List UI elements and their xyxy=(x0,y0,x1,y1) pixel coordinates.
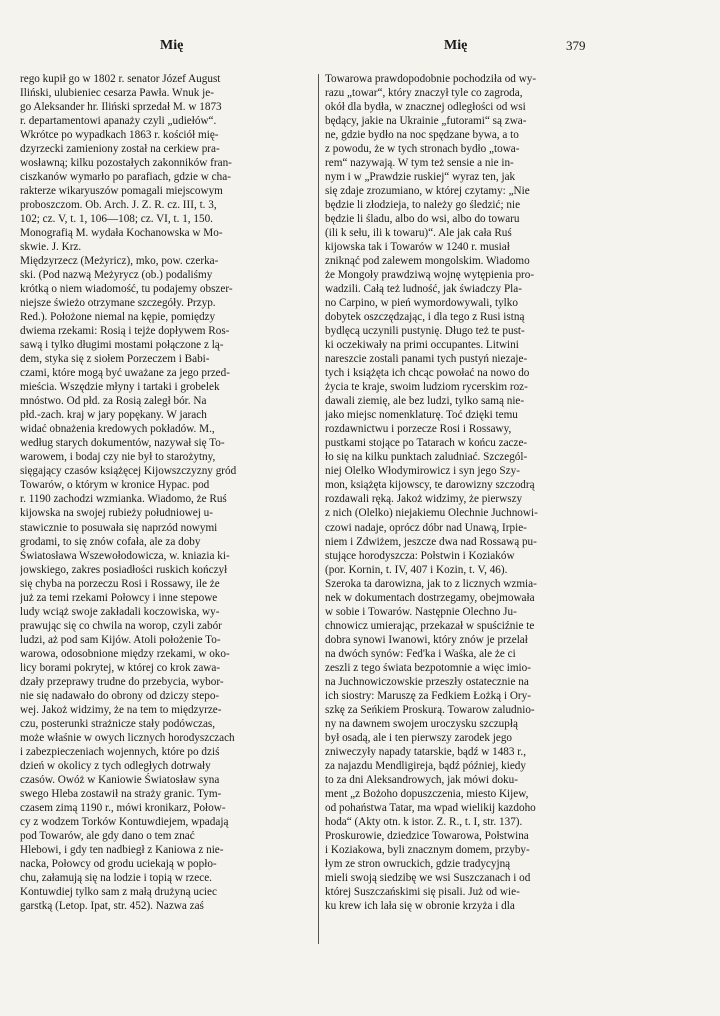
text-line: szkę za Seńkiem Proskurą. Towarow zaludnio- xyxy=(325,703,535,716)
text-line: czowi nadaje, oprócz dóbr nad Unawą, Irpie- xyxy=(325,521,527,534)
text-line: stawicznie to posuwała się naprzód nowymi xyxy=(20,521,218,534)
text-line: na dwóch synów: Fed'ka i Waśka, ale że ci xyxy=(325,647,516,660)
text-line: czami, które mogą być uważane za jego przed- xyxy=(20,367,230,380)
text-line: dobytek oszczędzając, i dla tego z Rusi istną xyxy=(325,311,525,324)
text-line: rozdawnictwu i porzecze Rosi i Rossawy, xyxy=(325,423,512,436)
text-line: wej. Jakoż widzimy, że na tem to międzyrze- xyxy=(20,703,222,716)
text-line: nie się nadawało do obrony od dziczy stepo- xyxy=(20,689,220,702)
text-line: za najazdu Mendligireja, bądź później, kiedy xyxy=(325,759,526,772)
text-line: sięgający czasów książęcej Kijowszczyzny gród xyxy=(20,465,237,478)
text-line: Międzyrzecz (Meżyricz), mko, pow. czerka- xyxy=(20,255,219,268)
text-line: ludy wciąż swoje zakładali koczowiska, wy- xyxy=(20,605,220,618)
text-line: r. 1190 zachodzi wzmianka. Wiadomo, że Ruś xyxy=(20,493,227,506)
text-line: Red.). Położone niemal na kępie, pomiędzy xyxy=(20,311,216,324)
text-line: rego kupił go w 1802 r. senator Józef August xyxy=(20,73,221,85)
text-line: nareszcie zostali panami tych pustyń niezaje- xyxy=(325,353,528,366)
text-line: Towarowa prawdopodobnie pochodziła od wy- xyxy=(325,73,537,85)
text-line: widać obnażenia kredowych pokładów. M., xyxy=(20,423,215,436)
text-line: ich siostry: Maruszę za Fedkiem Łożką i Ory- xyxy=(325,689,531,702)
text-line: dwiema rzekami: Rosią i tejże dopływem Ros- xyxy=(20,325,230,338)
text-line: ny na dawnem swojem uroczysku szczupłą xyxy=(325,717,518,730)
text-line: dzień w okolicy z tych odległych dotrwały xyxy=(20,759,211,772)
text-line: kijowska na swojej rubieży południowej u- xyxy=(20,507,213,520)
text-line: chnowicz umierając, przekazał w spuściźnie te xyxy=(325,619,535,632)
right-text-column xyxy=(325,72,621,913)
text-line: życia te kraje, swoim ludziom rycerskim roz- xyxy=(325,381,528,394)
text-line: której Suszczańskimi się pisali. Już od wie- xyxy=(325,885,520,898)
text-line: dobra synowi Iwanowi, który znów je przelał xyxy=(325,633,528,646)
text-line: Szeroka ta darowizna, jak to z licznych wzmia- xyxy=(325,577,537,590)
text-line: jako miejsc nomenklaturę. Toć dzięki temu xyxy=(325,409,518,422)
text-line: krótką o niem wiadomość, tu podajemy obszer- xyxy=(20,283,233,296)
text-line: swego Hleba zostawił na straży granic. Tym- xyxy=(20,787,222,800)
text-line: że Mongoły prawdziwą wojnę wytępienia pro- xyxy=(325,269,535,282)
text-line: pod Towarów, ale gdy dano o tem znać xyxy=(20,829,195,842)
text-line: nek w dokumentach dostrzegamy, obejmowała xyxy=(325,591,535,604)
text-line: prawując się co chwila na worop, czyli zabór xyxy=(20,619,222,632)
text-line: dzały przeprawy trudne do przebycia, wybor- xyxy=(20,675,224,688)
text-line: proboszczom. Ob. Arch. J. Z. R. cz. III, t. 3, xyxy=(20,199,217,212)
text-line: to za dni Aleksandrowych, jak mówi doku- xyxy=(325,773,518,786)
text-line: mon, książęta kijowscy, te darowizny szczodrą xyxy=(325,479,535,492)
text-line: Wkrótce po wypadkach 1863 r. kościół mię- xyxy=(20,129,219,142)
text-line: Towarów, o którym w kronice Hypac. pod xyxy=(20,479,210,492)
text-line: mieścia. Wszędzie młyny i tartaki i grobelek xyxy=(20,381,220,394)
text-line: licy borami pokrytej, w której co krok zawa- xyxy=(20,661,221,674)
text-line: (por. Kornin, t. IV, 407 i Kozin, t. V, 46). xyxy=(325,563,508,576)
text-line: niejsze świeżo otrzymane szczegóły. Przyp. xyxy=(20,297,216,310)
text-line: no Carpino, w pień wymordowywali, tylko xyxy=(325,297,518,310)
text-line: będzie li złodzieja, to należy go śledzić; nie xyxy=(325,199,521,212)
text-line: wosławną; kilku pozostałych zakonników fran- xyxy=(20,157,232,170)
text-line: go Aleksander hr. Iliński sprzedał M. w 1873 xyxy=(20,101,222,114)
text-line: już za temi rzekami Połowcy i inne stepowe xyxy=(20,591,218,604)
text-line: Monografią M. wydała Kochanowska w Mo- xyxy=(20,227,223,240)
text-line: Proskurowie, dziedzice Towarowa, Połstwina xyxy=(325,829,529,842)
text-line: Iliński, ulubieniec cesarza Pawła. Wnuk je- xyxy=(20,87,214,100)
text-line: (ili k sełu, ili k towaru)“. Ale jak cała Ruś xyxy=(325,227,512,240)
left-text-column xyxy=(20,72,316,913)
text-line: ski. (Pod nazwą Meżyrycz (ob.) podaliśmy xyxy=(20,269,213,282)
text-line: pustkami stojące po Tatarach w końcu zacze- xyxy=(325,437,528,450)
text-line: z nich (Olelko) niejakiemu Olechnie Juchnowi- xyxy=(325,507,538,520)
text-line: od pohaństwa Tatar, ma wpad wielikij kazdoho xyxy=(325,801,536,814)
text-line: będzie li śladu, albo do wsi, albo do towaru xyxy=(325,213,520,226)
text-line: może właśnie w owych licznych horodyszczach xyxy=(20,731,235,744)
text-line: czu, posterunki strażnicze stały podówczas, xyxy=(20,717,216,730)
text-line: okół dla bydła, w znacznej odległości od wsi xyxy=(325,101,526,114)
text-line: będący, jakie na Ukrainie „futorami“ są zwa- xyxy=(325,115,527,128)
text-line: czasem zimą 1190 r., mówi kronikarz, Połow- xyxy=(20,801,226,814)
running-head-right: Mię xyxy=(444,38,468,53)
text-line: kijowska tak i Towarów w 1240 r. musiał xyxy=(325,241,510,254)
text-line: nym i w „Prawdzie ruskiej“ wyraz ten, jak xyxy=(325,171,516,184)
text-line: ment „z Bożoho dopuszczenia, miesto Kijew, xyxy=(325,787,529,800)
text-line: niej Olelko Włodymirowicz i syn jego Szy- xyxy=(325,465,520,478)
text-line: stujące horodyszcza: Połstwin i Koziaków xyxy=(325,549,515,562)
text-line: 102; cz. V, t. 1, 106—108; cz. VI, t. 1, 150. xyxy=(20,213,213,226)
text-line: łym ze stron owruckich, gdzie tradycyjną xyxy=(325,857,511,870)
text-line: dawali ziemię, ale bez ludzi, tylko samą nie- xyxy=(325,395,525,408)
text-line: tych i książęta ich chcąc powołać na nowo do xyxy=(325,367,530,380)
text-line: dem, styka się z siołem Porzeczem i Babi- xyxy=(20,353,210,366)
text-line: mieli swoją siedzibę we wsi Suszczanach i od xyxy=(325,871,531,884)
text-line: dzyrzecki zamieniony został na cerkiew pra- xyxy=(20,143,220,156)
text-line: ło się na kilku punktach zaludniać. Szczegól- xyxy=(325,451,528,464)
text-line: według starych dokumentów, nazywał się To- xyxy=(20,437,225,450)
text-line: zeszli z tego świata bezpotomnie a więc imio- xyxy=(325,661,531,674)
text-line: niem i Zdwiżem, jeszcze dwa nad Rossawą pu- xyxy=(325,535,537,548)
text-line: Światosława Wszewołodowicza, w. kniazia ki- xyxy=(20,549,230,562)
text-line: Kontuwdiej tylko sam z małą drużyną uciec xyxy=(20,885,217,898)
text-line: zniknąć pod zalewem mongolskim. Wiadomo xyxy=(325,255,530,268)
page-number: 379 xyxy=(566,38,586,53)
text-line: na Juchnowiczowskie przeszły ostatecznie na xyxy=(325,675,529,688)
text-line: grodami, to się znów cofała, ale za doby xyxy=(20,535,201,548)
text-line: bydlęcą uczynili pustynię. Długo też te pust- xyxy=(325,325,525,338)
text-line: i zabezpieczeniach wojennych, które po dziś xyxy=(20,745,220,758)
text-line: hoda“ (Akty otn. k istor. Z. R., t. I, str. 137). xyxy=(325,815,523,828)
text-line: się chyba na porzeczu Rosi i Rossawy, ile że xyxy=(20,577,220,590)
text-line: czasów. Owóż w Kaniowie Światosław syna xyxy=(20,773,220,786)
text-line: się zdaje zrozumiano, w której czytamy: „Nie xyxy=(325,185,530,198)
text-line: warowa, odosobnione między rzekami, w oko- xyxy=(20,647,230,660)
text-line: garstką (Letop. Ipat, str. 452). Nazwa zaś xyxy=(20,899,204,912)
text-line: mnóstwo. Od płd. za Rosią zaległ bór. Na xyxy=(20,395,207,408)
text-line: chu, załamują się na lodzie i topią w rzece. xyxy=(20,871,212,884)
text-line: r. departamentowi apanaży czyli „udiełów“. xyxy=(20,115,217,128)
text-line: ne, gdzie bydło na noc spędzane bywa, a to xyxy=(325,129,519,142)
text-line: nacka, Połowcy od grodu uciekają w popło- xyxy=(20,857,217,870)
text-line: rem“ nazywają. W tym też sensie a nie in- xyxy=(325,157,514,170)
text-line: warowem, i bodaj czy nie był to starożytny, xyxy=(20,451,216,464)
text-line: cy z wodzem Torków Kontuwdiejem, wpadają xyxy=(20,815,229,828)
column-divider xyxy=(318,74,319,944)
text-line: z powodu, że w tych stronach bydło „towa- xyxy=(325,143,520,156)
text-line: ki oczekiwały na primi occupantes. Litwini xyxy=(325,339,519,352)
text-line: i Koziakowa, byli znacznym domem, przyby- xyxy=(325,843,530,856)
running-head-left: Mię xyxy=(160,38,184,53)
text-line: wadzili. Całą też ludność, jak świadczy Pla- xyxy=(325,283,522,296)
text-line: rakterze wikaryuszów pomagali miejscowym xyxy=(20,185,223,198)
text-line: był osadą, ale i ten pierwszy zarodek jego xyxy=(325,731,513,744)
text-line: jowskiego, zakres posiadłości ruskich kończył xyxy=(20,563,228,576)
text-line: rozdawali ręką. Jakoż widzimy, że pierwszy xyxy=(325,493,523,506)
text-line: w sobie i Towarów. Następnie Olechno Ju- xyxy=(325,605,517,618)
text-line: skwie. J. Krz. xyxy=(20,241,82,254)
text-line: zniweczyły napady tatarskie, bądź w 1483 r., xyxy=(325,745,526,758)
text-line: razu „towar“, który znaczył tyle co zagroda, xyxy=(325,87,523,100)
text-line: płd.-zach. kraj w jary popękany. W jarach xyxy=(20,409,207,422)
text-line: Hlebowi, i gdy ten nadbiegł z Kaniowa z nie- xyxy=(20,843,224,856)
text-line: sawą i tylko długimi mostami połączone z lą- xyxy=(20,339,224,352)
text-line: ku krew ich lała się w obronie krzyża i dla xyxy=(325,899,515,912)
text-line: ludzi, aż pod sam Kijów. Atoli położenie To- xyxy=(20,633,221,646)
text-line: ciszkanów wymarło po parafiach, gdzie w cha- xyxy=(20,171,231,184)
